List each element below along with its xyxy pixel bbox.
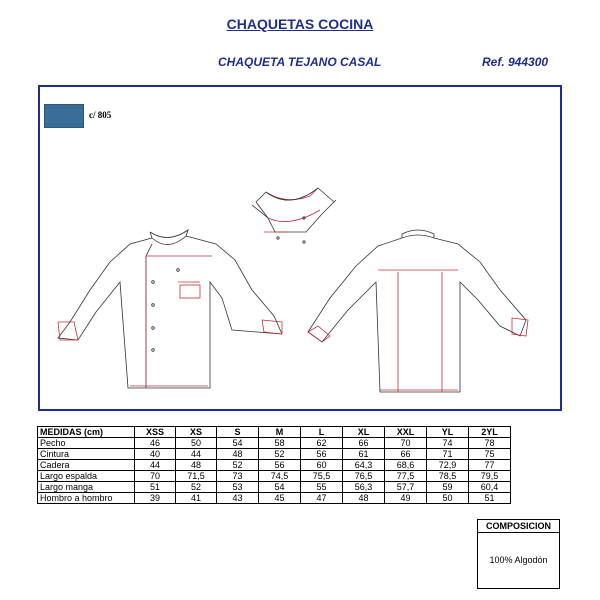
composition-box xyxy=(477,519,560,589)
column-header: XSS xyxy=(135,427,176,438)
table-cell: 64,3 xyxy=(343,460,385,471)
table-row xyxy=(38,449,511,460)
column-header: L xyxy=(301,427,343,438)
table-cell: 56,3 xyxy=(343,482,385,493)
table-cell: 58 xyxy=(259,438,301,449)
row-label: Pecho xyxy=(38,438,135,449)
column-header: MEDIDAS (cm) xyxy=(38,427,135,438)
table-row xyxy=(38,482,511,493)
size-chart-table xyxy=(37,426,511,504)
table-cell: 53 xyxy=(217,482,259,493)
table-cell: 39 xyxy=(135,493,176,504)
table-cell: 54 xyxy=(259,482,301,493)
table-row xyxy=(38,438,511,449)
row-label: Cintura xyxy=(38,449,135,460)
jacket-front-drawing xyxy=(58,230,282,388)
table-cell: 41 xyxy=(176,493,217,504)
table-cell: 71,5 xyxy=(176,471,217,482)
table-cell: 56 xyxy=(259,460,301,471)
column-header: 2YL xyxy=(469,427,511,438)
column-header: YL xyxy=(427,427,469,438)
table-cell: 66 xyxy=(385,449,427,460)
table-cell: 56 xyxy=(301,449,343,460)
table-cell: 57,7 xyxy=(385,482,427,493)
jacket-technical-drawing xyxy=(40,87,560,409)
row-label: Largo manga xyxy=(38,482,135,493)
table-cell: 48 xyxy=(217,449,259,460)
column-header: M xyxy=(259,427,301,438)
table-cell: 50 xyxy=(427,493,469,504)
table-cell: 51 xyxy=(135,482,176,493)
table-cell: 50 xyxy=(176,438,217,449)
table-cell: 77 xyxy=(469,460,511,471)
table-cell: 54 xyxy=(217,438,259,449)
row-label: Cadera xyxy=(38,460,135,471)
table-cell: 77,5 xyxy=(385,471,427,482)
column-header: S xyxy=(217,427,259,438)
table-cell: 48 xyxy=(343,493,385,504)
row-label: Largo espalda xyxy=(38,471,135,482)
table-cell: 78 xyxy=(469,438,511,449)
page-title: CHAQUETAS COCINA xyxy=(226,16,374,32)
swatch-code: c/ 805 xyxy=(89,110,112,120)
table-row xyxy=(38,471,511,482)
table-cell: 76,5 xyxy=(343,471,385,482)
product-reference: Ref. 944300 xyxy=(482,55,549,69)
table-cell: 60 xyxy=(301,460,343,471)
table-cell: 71 xyxy=(427,449,469,460)
table-cell: 61 xyxy=(343,449,385,460)
table-cell: 75,5 xyxy=(301,471,343,482)
table-cell: 46 xyxy=(135,438,176,449)
table-row xyxy=(38,460,511,471)
table-cell: 79,5 xyxy=(469,471,511,482)
composition-heading: COMPOSICION xyxy=(478,520,559,533)
column-header: XL xyxy=(343,427,385,438)
table-cell: 72,9 xyxy=(427,460,469,471)
table-cell: 78,5 xyxy=(427,471,469,482)
jacket-back-drawing xyxy=(308,230,528,392)
table-cell: 68,6 xyxy=(385,460,427,471)
column-header: XXL xyxy=(385,427,427,438)
table-header-row xyxy=(38,427,511,438)
table-cell: 52 xyxy=(259,449,301,460)
table-row xyxy=(38,493,511,504)
table-cell: 59 xyxy=(427,482,469,493)
table-cell: 40 xyxy=(135,449,176,460)
table-cell: 66 xyxy=(343,438,385,449)
product-name: CHAQUETA TEJANO CASAL xyxy=(218,55,382,69)
table-cell: 74 xyxy=(427,438,469,449)
table-cell: 49 xyxy=(385,493,427,504)
table-cell: 44 xyxy=(135,460,176,471)
collar-detail-drawing xyxy=(252,188,336,243)
table-cell: 74,5 xyxy=(259,471,301,482)
table-cell: 48 xyxy=(176,460,217,471)
table-cell: 43 xyxy=(217,493,259,504)
table-cell: 70 xyxy=(385,438,427,449)
table-cell: 52 xyxy=(176,482,217,493)
table-cell: 75 xyxy=(469,449,511,460)
column-header: XS xyxy=(176,427,217,438)
composition-value: 100% Algodón xyxy=(489,555,548,565)
row-label: Hombro a hombro xyxy=(38,493,135,504)
table-cell: 52 xyxy=(217,460,259,471)
table-cell: 70 xyxy=(135,471,176,482)
table-cell: 51 xyxy=(469,493,511,504)
table-cell: 73 xyxy=(217,471,259,482)
table-cell: 44 xyxy=(176,449,217,460)
table-cell: 47 xyxy=(301,493,343,504)
table-cell: 45 xyxy=(259,493,301,504)
table-cell: 60,4 xyxy=(469,482,511,493)
table-cell: 55 xyxy=(301,482,343,493)
table-cell: 62 xyxy=(301,438,343,449)
